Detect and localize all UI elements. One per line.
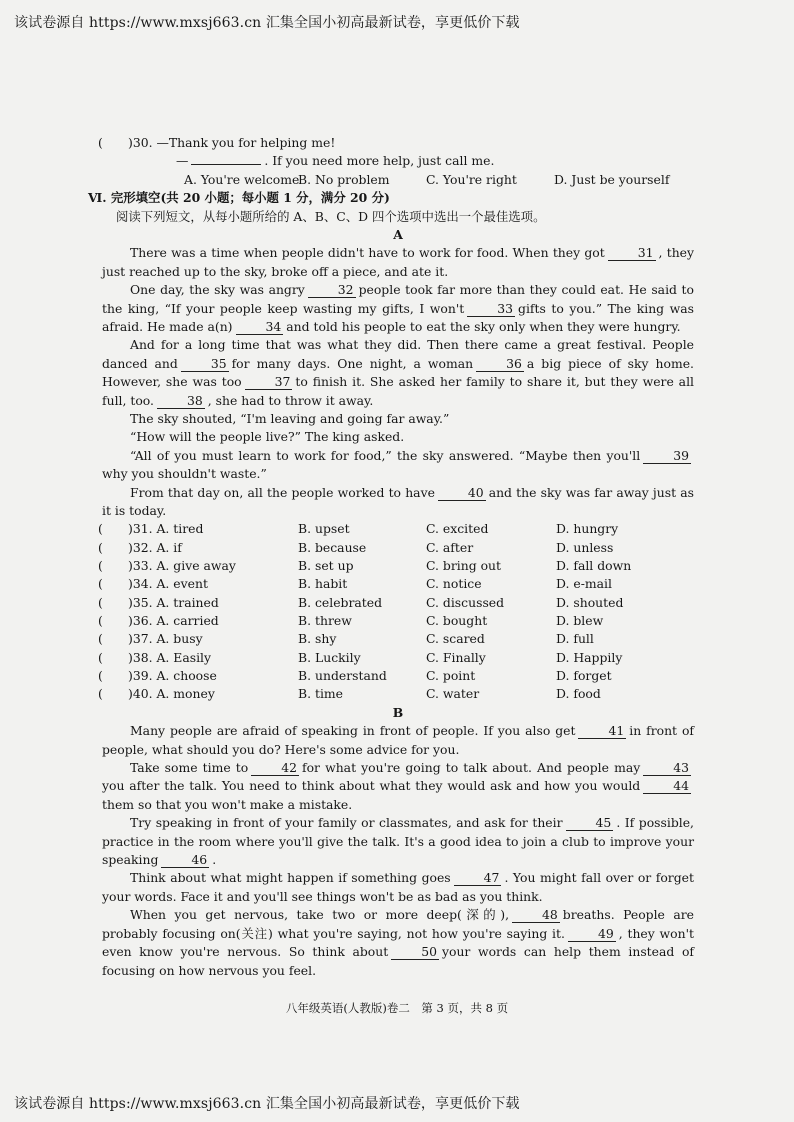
q30-reply-text: . If you need more help, just call me. bbox=[264, 153, 495, 169]
option-a: )31. A. tired bbox=[128, 521, 204, 537]
text-run: Many people are afraid of speaking in front of people. If you also get bbox=[130, 723, 576, 739]
page-footer: 八年级英语(人教版)卷二 第 3 页，共 8 页 bbox=[285, 1001, 509, 1015]
question-row bbox=[98, 667, 694, 685]
passage-b-label: B bbox=[392, 704, 404, 720]
blank-34: 34 bbox=[236, 320, 284, 335]
text-run: people took far more than they could eat. He said to the king, “If your people keep wasting my gifts, I won't bbox=[102, 282, 694, 316]
blank-42: 42 bbox=[251, 761, 299, 776]
option-c: C. water bbox=[426, 686, 480, 702]
option-a: )33. A. give away bbox=[128, 558, 236, 574]
answer-paren: ( bbox=[98, 613, 103, 629]
blank-32: 32 bbox=[308, 283, 356, 298]
blank-48: 48 bbox=[512, 908, 560, 923]
text-run: From that day on, all the people worked to have bbox=[130, 484, 435, 500]
blank-31: 31 bbox=[608, 246, 656, 261]
blank-50: 50 bbox=[391, 945, 439, 960]
option-c: C. point bbox=[426, 668, 476, 684]
option-c: C. discussed bbox=[426, 594, 505, 610]
option-b: B. set up bbox=[298, 558, 354, 574]
blank-40: 40 bbox=[438, 486, 486, 501]
question-row bbox=[98, 520, 694, 538]
option-d: D. food bbox=[556, 686, 601, 702]
answer-paren: ( bbox=[98, 686, 103, 702]
q30-option-c: C. You're right bbox=[426, 171, 517, 187]
text-run: One day, the sky was angry bbox=[130, 282, 305, 298]
answer-paren: ( bbox=[98, 668, 103, 684]
text-run: gifts to you.” The king was afraid. He made a(n) bbox=[102, 300, 694, 334]
blank-43: 43 bbox=[643, 761, 691, 776]
question-row bbox=[98, 685, 694, 703]
text-run: for many days. One night, a woman bbox=[231, 355, 474, 371]
option-a: )32. A. if bbox=[128, 539, 182, 555]
blank-36: 36 bbox=[476, 357, 524, 372]
answer-paren: ( bbox=[98, 539, 103, 555]
blank-49: 49 bbox=[568, 927, 616, 942]
text-run: in front of people, what should you do? Here's some advice for you. bbox=[102, 723, 695, 757]
q30-option-b: B. No problem bbox=[298, 171, 390, 187]
text-run: “All of you must learn to work for food,” the sky answered. “Maybe then you'll bbox=[130, 447, 641, 463]
text-run: When you get nervous, take two or more deep(深的), bbox=[130, 907, 510, 923]
passage-a-para-3 bbox=[102, 336, 694, 410]
text-run: and told his people to eat the sky only when they were hungry. bbox=[286, 318, 681, 334]
option-d: D. e-mail bbox=[556, 576, 612, 592]
option-b: B. because bbox=[298, 539, 367, 555]
q30-blank bbox=[191, 164, 261, 165]
q30-option-a: A. You're welcome bbox=[184, 171, 300, 187]
text-run: Think about what might happen if something goes bbox=[130, 870, 451, 886]
question-row bbox=[98, 612, 694, 630]
text-run: breaths. People are probably focusing on(关注) what you're saying, not how you're saying it. bbox=[102, 907, 695, 941]
blank-41: 41 bbox=[578, 724, 626, 739]
blank-39: 39 bbox=[643, 449, 691, 464]
answer-paren: ( bbox=[98, 576, 103, 592]
section-instruction: 阅读下列短文，从每小题所给的 A、B、C、D 四个选项中选出一个最佳选项。 bbox=[116, 208, 546, 224]
option-b: B. habit bbox=[298, 576, 348, 592]
answer-paren: ( bbox=[98, 649, 103, 665]
exam-content bbox=[88, 134, 695, 980]
passage-a-para-4: The sky shouted, “I'm leaving and going far away.” bbox=[130, 410, 450, 426]
question-list bbox=[98, 520, 694, 703]
answer-paren: ( bbox=[98, 594, 103, 610]
question-row bbox=[98, 575, 694, 593]
option-b: B. Luckily bbox=[298, 649, 361, 665]
text-run: , they won't even know you're nervous. So think about bbox=[102, 925, 694, 960]
option-c: C. bought bbox=[426, 613, 488, 629]
option-c: C. after bbox=[426, 539, 474, 555]
q30-reply bbox=[102, 152, 694, 170]
text-run: . If possible, practice in the room where you'll give the talk. It's a good idea to join a club to improve your speaking bbox=[102, 815, 694, 868]
passage-a-para-7 bbox=[102, 484, 694, 521]
option-d: D. blew bbox=[556, 613, 604, 629]
question-row bbox=[98, 539, 694, 557]
blank-45: 45 bbox=[566, 816, 614, 831]
option-b: B. understand bbox=[298, 668, 387, 684]
passage-a-para-6 bbox=[102, 447, 694, 484]
blank-38: 38 bbox=[157, 394, 205, 409]
option-c: C. Finally bbox=[426, 649, 486, 665]
option-c: C. scared bbox=[426, 631, 485, 647]
text-run: a big piece of sky home. However, she was too bbox=[102, 355, 694, 390]
option-d: D. hungry bbox=[556, 521, 619, 537]
option-d: D. shouted bbox=[556, 594, 624, 610]
question-row bbox=[98, 649, 694, 667]
question-row bbox=[98, 557, 694, 575]
option-d: D. Happily bbox=[556, 649, 623, 665]
option-a: )36. A. carried bbox=[128, 613, 219, 629]
option-b: B. celebrated bbox=[298, 594, 383, 610]
watermark-bottom: 该试卷源自 https://www.mxsj663.cn 汇集全国小初高最新试卷，享更低价下载 bbox=[14, 1096, 520, 1112]
option-a: )34. A. event bbox=[128, 576, 208, 592]
text-run: . bbox=[212, 852, 217, 868]
answer-paren: ( bbox=[98, 558, 103, 574]
text-run: . You might fall over or forget your words. Face it and you'll see things won't be as bad as you think. bbox=[102, 870, 694, 904]
q30-options bbox=[102, 171, 694, 189]
text-run: them so that you won't make a mistake. bbox=[102, 796, 353, 812]
text-run: , they just reached up to the sky, broke off a piece, and ate it. bbox=[102, 245, 695, 279]
text-run: to finish it. She asked her family to share it, but they were all full, too. bbox=[102, 374, 694, 408]
option-a: )35. A. trained bbox=[128, 594, 219, 610]
blank-44: 44 bbox=[643, 779, 691, 794]
option-d: D. unless bbox=[556, 539, 614, 555]
passage-b-para-5 bbox=[102, 906, 694, 980]
passage-b-para-3 bbox=[102, 814, 694, 869]
passage-a-label: A bbox=[393, 226, 403, 242]
text-run: , she had to throw it away. bbox=[207, 392, 374, 408]
option-d: D. forget bbox=[556, 668, 612, 684]
option-c: C. excited bbox=[426, 521, 489, 537]
option-b: B. upset bbox=[298, 521, 350, 537]
text-run: Take some time to bbox=[130, 760, 249, 776]
option-b: B. threw bbox=[298, 613, 352, 629]
q30-text: )30. —Thank you for helping me! bbox=[128, 135, 336, 150]
option-d: D. full bbox=[556, 631, 594, 647]
passage-a-para-1 bbox=[102, 244, 694, 281]
text-run: There was a time when people didn't have to work for food. When they got bbox=[130, 245, 605, 261]
blank-33: 33 bbox=[467, 302, 515, 317]
text-run: and the sky was far away just as it is today. bbox=[102, 484, 694, 518]
text-run: why you shouldn't waste.” bbox=[102, 466, 267, 482]
question-row bbox=[98, 630, 694, 648]
q30-option-d: D. Just be yourself bbox=[554, 171, 670, 187]
text-run: your words can help them instead of focusing on how nervous you feel. bbox=[102, 944, 694, 978]
passage-b-para-2 bbox=[102, 759, 694, 814]
option-d: D. fall down bbox=[556, 558, 632, 574]
option-c: C. bring out bbox=[426, 558, 502, 574]
text-run: And for a long time that was what they did. Then there came a great festival. People danced and bbox=[102, 337, 694, 371]
option-b: B. time bbox=[298, 686, 344, 702]
option-a: )38. A. Easily bbox=[128, 649, 212, 665]
blank-46: 46 bbox=[161, 853, 209, 868]
text-run: Try speaking in front of your family or classmates, and ask for their bbox=[130, 815, 563, 831]
passage-a-para-5: “How will the people live?” The king asked. bbox=[130, 429, 405, 445]
q30-dash: — bbox=[176, 153, 189, 169]
blank-37: 37 bbox=[245, 375, 293, 390]
option-a: )40. A. money bbox=[128, 686, 215, 702]
question-row bbox=[98, 594, 694, 612]
option-a: )39. A. choose bbox=[128, 668, 217, 684]
text-run: you after the talk. You need to think about what they would ask and how you would bbox=[102, 778, 641, 794]
passage-b-para-1 bbox=[102, 722, 694, 759]
q30-stem bbox=[98, 134, 694, 152]
option-c: C. notice bbox=[426, 576, 482, 592]
answer-paren: ( bbox=[98, 135, 103, 150]
answer-paren: ( bbox=[98, 631, 103, 647]
passage-a-para-2 bbox=[102, 281, 694, 336]
watermark-top: 该试卷源自 https://www.mxsj663.cn 汇集全国小初高最新试卷，享更低价下载 bbox=[14, 15, 520, 31]
blank-35: 35 bbox=[181, 357, 229, 372]
text-run: for what you're going to talk about. And people may bbox=[302, 760, 641, 776]
section-heading: Ⅵ. 完形填空(共 20 小题；每小题 1 分，满分 20 分) bbox=[88, 190, 390, 206]
option-b: B. shy bbox=[298, 631, 337, 647]
answer-paren: ( bbox=[98, 521, 103, 537]
option-a: )37. A. busy bbox=[128, 631, 203, 647]
blank-47: 47 bbox=[454, 871, 502, 886]
passage-b-para-4 bbox=[102, 869, 694, 906]
